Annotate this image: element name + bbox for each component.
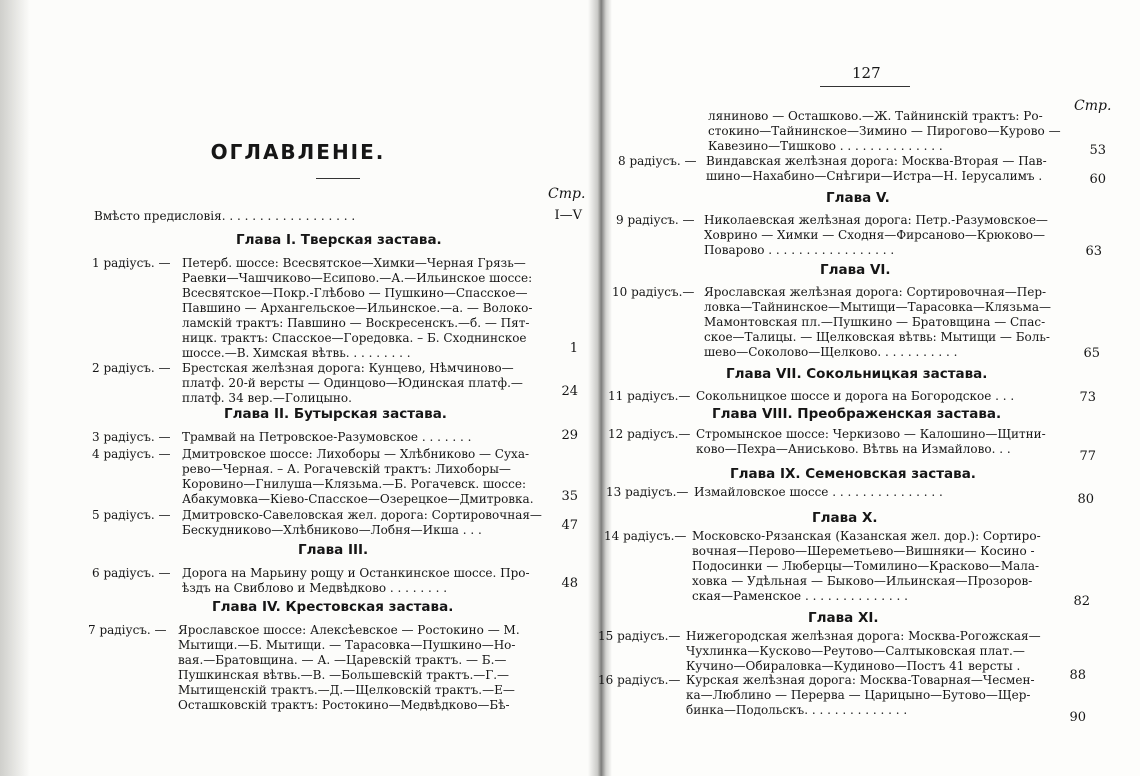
chapter-9-title: Глава IX. Семеновская застава. xyxy=(730,466,976,482)
entry-line: Нижегородская желѣзная дорога: Москва-Рогожская— xyxy=(686,629,1041,643)
entry-line: Виндавская желѣзная дорога: Москва-Вторая — Пав- xyxy=(706,154,1047,168)
entry-line: Петерб. шоссе: Всесвятское—Химки—Черная Грязь— xyxy=(182,256,526,270)
chapter-3-title: Глава III. xyxy=(298,542,369,558)
entry-line: Кавезино—Тишково . . . . . . . . . . . . . . xyxy=(708,139,943,153)
entry-line: вая.—Братовщина. — А. —Царевскій трактъ. — Б.— xyxy=(178,653,507,667)
chapter-11-title: Глава XI. xyxy=(808,610,879,626)
entry-page: 88 xyxy=(1069,668,1086,683)
chapter-1-title: Глава I. Тверская застава. xyxy=(236,232,442,248)
entry-line: ламскій трактъ: Павшино — Воскресенскъ.—б. — Пят- xyxy=(182,316,530,330)
entry-page: 60 xyxy=(1089,172,1106,187)
page-title: ОГЛАВЛЕНІЕ. xyxy=(210,140,386,164)
entry-line: шино—Нахабино—Снѣгири—Истра—Н. Іерусалимъ . xyxy=(706,169,1043,183)
entry-line: рево—Черная. – А. Рогачевскій трактъ: Лихоборы— xyxy=(182,462,511,476)
entry-line: Дорога на Марьину рощу и Останкинское шоссе. Про- xyxy=(182,566,530,580)
entry-line: бинка—Подольскъ. . . . . . . . . . . . . . xyxy=(686,703,908,717)
entry-label: 7 радіусъ. — xyxy=(88,623,167,637)
entry-label: 3 радіусъ. — xyxy=(92,430,171,444)
chapter-5-title: Глава V. xyxy=(826,190,890,206)
title-rule xyxy=(316,178,360,179)
entry-page: 1 xyxy=(569,341,578,356)
entry-line: Кучино—Обираловка—Кудиново—Постъ 41 версты . xyxy=(686,659,1021,673)
entry-label: 10 радіусъ.— xyxy=(612,285,695,299)
entry-line: Дмитровско-Савеловская жел. дорога: Сортировочная— xyxy=(182,508,542,522)
entry-line: Ярославское шоссе: Алексѣевское — Ростокино — М. xyxy=(178,623,520,637)
entry-line: шоссе.—В. Химская вѣтвь. . . . . . . . . xyxy=(182,346,411,360)
entry-label: 8 радіусъ. — xyxy=(618,154,697,168)
entry-label: 9 радіусъ. — xyxy=(616,213,695,227)
entry-line: Курская желѣзная дорога: Москва-Товарная—Чесмен- xyxy=(686,673,1035,687)
page-column-header: Стр. xyxy=(548,186,586,202)
entry-line: Поварово . . . . . . . . . . . . . . . . . xyxy=(704,243,895,257)
entry-line: ховка — Удѣльная — Быково—Ильинская—Прозоров- xyxy=(692,574,1033,588)
entry-line: Пушкинская вѣтвь.—В. —Большевскій трактъ.—Г.— xyxy=(178,668,510,682)
entry-line: Ховрино — Химки — Сходня—Фирсаново—Крюково— xyxy=(704,228,1046,242)
entry-line: ницк. трактъ: Спасское—Горедовка. – Б. Сходнинское xyxy=(182,331,527,345)
entry-line: Всесвятское—Покр.-Глѣбово — Пушкино—Спасское— xyxy=(182,286,528,300)
entry-line: Чухлинка—Кусково—Реутово—Салтыковская плат.— xyxy=(686,644,1025,658)
entry-line: Измайловское шоссе . . . . . . . . . . . . . . . xyxy=(694,485,943,499)
entry-line: Дмитровское шоссе: Лихоборы — Хлѣбниково — Суха- xyxy=(182,447,530,461)
entry-line: Мытищенскій трактъ.—Д.—Щелковскій трактъ.—Е— xyxy=(178,683,515,697)
entry-label: 16 радіусъ.— xyxy=(598,673,681,687)
entry-page: 80 xyxy=(1077,492,1094,507)
intro-page: I—V xyxy=(554,208,582,223)
chapter-2-title: Глава II. Бутырская застава. xyxy=(224,406,447,422)
entry-label: 6 радіусъ. — xyxy=(92,566,171,580)
entry-line: ляниново — Осташково.—Ж. Тайнинскій трактъ: Ро- xyxy=(708,109,1043,123)
entry-line: Московско-Рязанская (Казанская жел. дор.): Сортиро- xyxy=(692,529,1041,543)
entry-line: ловка—Тайнинское—Мытищи—Тарасовка—Клязьма— xyxy=(704,300,1051,314)
entry-page: 90 xyxy=(1069,710,1086,725)
entry-page: 24 xyxy=(561,384,578,399)
entry-label: 14 радіусъ.— xyxy=(604,529,687,543)
page-number: 127 xyxy=(852,64,881,82)
entry-page: 63 xyxy=(1085,244,1102,259)
entry-label: 4 радіусъ. — xyxy=(92,447,171,461)
entry-page: 29 xyxy=(561,428,578,443)
entry-line: ская—Раменское . . . . . . . . . . . . . . xyxy=(692,589,908,603)
entry-label: 11 радіусъ.— xyxy=(608,389,691,403)
entry-line: Трамвай на Петровское-Разумовское . . . . . . . xyxy=(182,430,472,444)
entry-line: вочная—Перово—Шереметьево—Вишняки— Косино - xyxy=(692,544,1035,558)
page-column-header: Стр. xyxy=(1074,98,1112,114)
entry-line: Осташковскій трактъ: Ростокино—Медвѣдково—Бѣ- xyxy=(178,698,510,712)
entry-line: Брестская желѣзная дорога: Кунцево, Нѣмчиново— xyxy=(182,361,514,375)
page-number-rule xyxy=(820,86,910,87)
entry-line: ка—Люблино — Перерва — Царицыно—Бутово—Щер- xyxy=(686,688,1031,702)
entry-page: 65 xyxy=(1083,346,1100,361)
intro-entry: Вмѣсто предисловія. . . . . . . . . . . . . . . . . . xyxy=(94,209,356,223)
entry-line: шево—Соколово—Щелково. . . . . . . . . . . xyxy=(704,345,958,359)
entry-label: 15 радіусъ.— xyxy=(598,629,681,643)
entry-line: стокино—Тайнинское—Зимино — Пирогово—Курово — xyxy=(708,124,1061,138)
entry-line: Коровино—Гнилуша—Клязьма.—Б. Рогачевск. шоссе: xyxy=(182,477,526,491)
entry-line: Мытищи.—Б. Мытищи. — Тарасовка—Пушкино—Но- xyxy=(178,638,516,652)
entry-label: 12 радіусъ.— xyxy=(608,427,691,441)
entry-page: 77 xyxy=(1079,449,1096,464)
chapter-6-title: Глава VI. xyxy=(820,262,891,278)
entry-page: 73 xyxy=(1079,390,1096,405)
entry-line: Стромынское шоссе: Черкизово — Калошино—Щитни- xyxy=(696,427,1046,441)
entry-label: 1 радіусъ. — xyxy=(92,256,171,270)
entry-line: платф. 34 вер.—Голицыно. xyxy=(182,391,352,405)
entry-page: 47 xyxy=(561,518,578,533)
chapter-10-title: Глава X. xyxy=(812,510,878,526)
entry-line: Николаевская желѣзная дорога: Петр.-Разумовское— xyxy=(704,213,1048,227)
entry-page: 82 xyxy=(1073,594,1090,609)
entry-line: Ярославская желѣзная дорога: Сортировочная—Пер- xyxy=(704,285,1047,299)
chapter-7-title: Глава VII. Сокольницкая застава. xyxy=(726,366,988,382)
chapter-4-title: Глава IV. Крестовская застава. xyxy=(212,599,454,615)
entry-label: 13 радіусъ.— xyxy=(606,485,689,499)
entry-label: 5 радіусъ. — xyxy=(92,508,171,522)
entry-line: Мамонтовская пл.—Пушкино — Братовщина — Спас- xyxy=(704,315,1046,329)
entry-line: ское—Талицы. — Щелковская вѣтвь: Мытищи — Боль- xyxy=(704,330,1050,344)
entry-line: Сокольницкое шоссе и дорога на Богородское . . . xyxy=(696,389,1015,403)
entry-line: ѣздъ на Свиблово и Медвѣдково . . . . . . . . xyxy=(182,581,448,595)
chapter-8-title: Глава VIII. Преображенская застава. xyxy=(712,406,1002,422)
left-page-edge-shadow xyxy=(0,0,30,776)
entry-label: 2 радіусъ. — xyxy=(92,361,171,375)
entry-line: Абакумовка—Кіево-Спасское—Озерецкое—Дмитровка. xyxy=(182,492,534,506)
entry-line: Бескудниково—Хлѣбниково—Лобня—Икша . . . xyxy=(182,523,482,537)
entry-page: 35 xyxy=(561,489,578,504)
entry-page: 48 xyxy=(561,576,578,591)
entry-line: Раевки—Чашчиково—Есипово.—А.—Ильинское шоссе: xyxy=(182,271,533,285)
entry-line: платф. 20-й версты — Одинцово—Юдинская платф.— xyxy=(182,376,523,390)
entry-line: Павшино — Архангельское—Ильинское.—а. — Волоко- xyxy=(182,301,533,315)
entry-line: Подосинки — Люберцы—Томилино—Красково—Мала- xyxy=(692,559,1040,573)
entry-page: 53 xyxy=(1089,143,1106,158)
entry-line: ково—Пехра—Аниськово. Вѣтвь на Измайлово. . . xyxy=(696,442,1011,456)
